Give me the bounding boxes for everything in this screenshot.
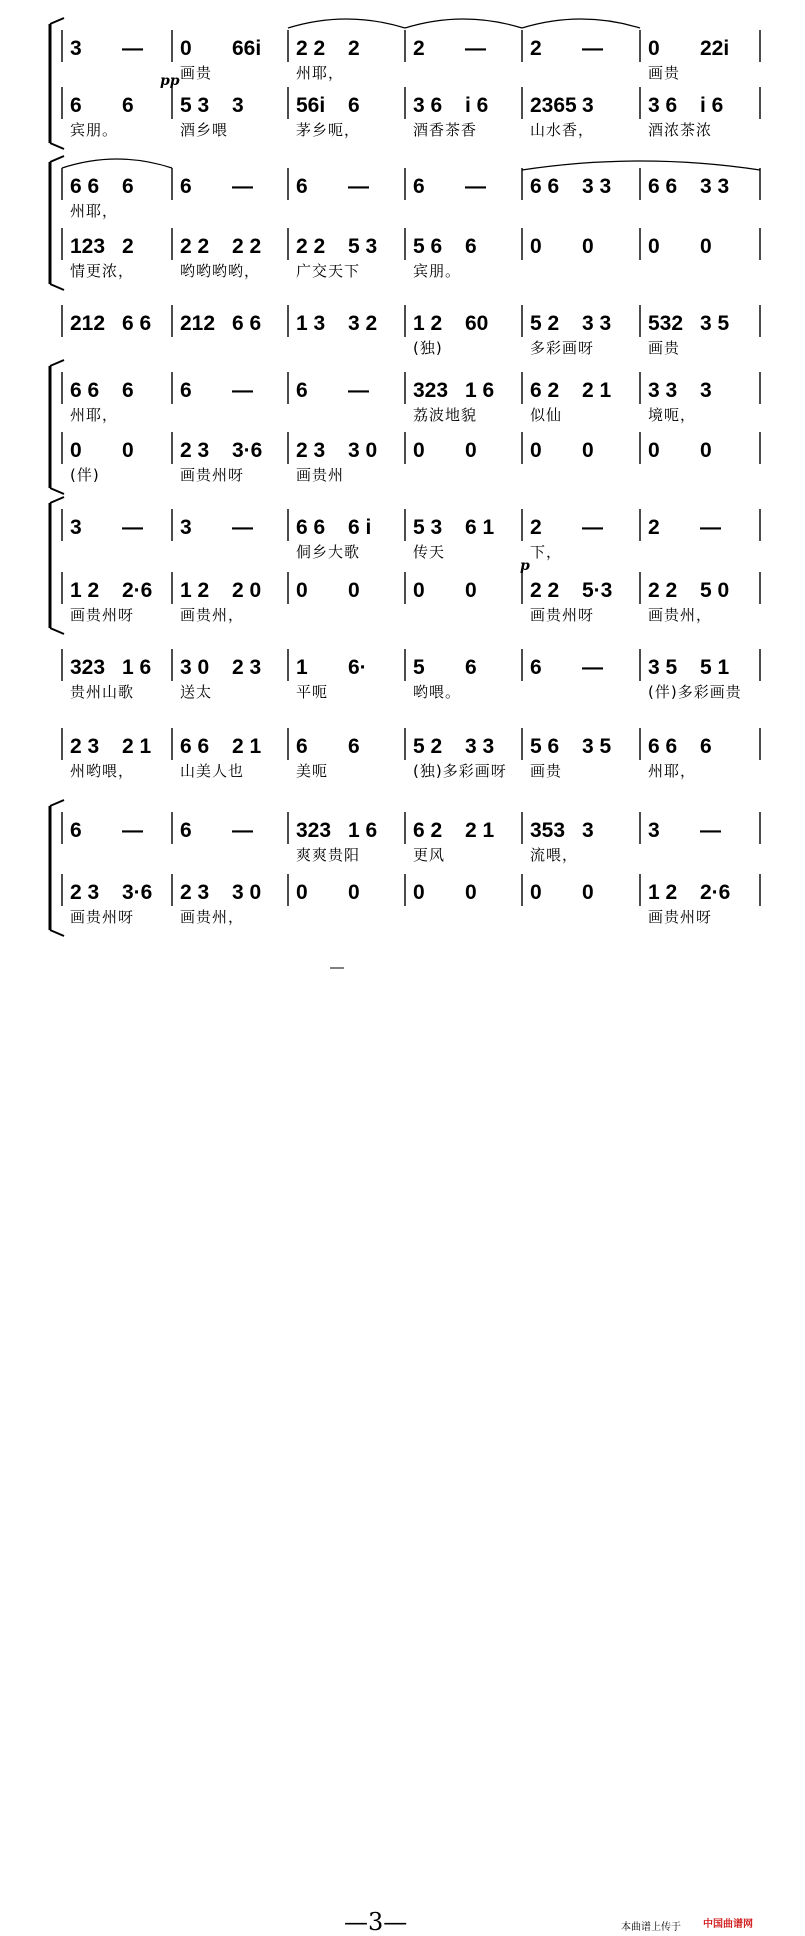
system-bracket bbox=[50, 360, 64, 366]
note-group: 0 bbox=[530, 439, 542, 462]
note-group: 3 0 bbox=[232, 881, 262, 904]
lyric: 送太 bbox=[180, 683, 213, 701]
dynamic-mark: p bbox=[520, 558, 530, 574]
note-group: 6 bbox=[296, 379, 308, 402]
note-group: 2 2 bbox=[180, 235, 210, 258]
note-group: — bbox=[348, 175, 369, 198]
note-group: 3·6 bbox=[232, 439, 263, 462]
note-group: 6 bbox=[122, 94, 134, 117]
note-group: 6 bbox=[700, 735, 712, 758]
note-group: 2 3 bbox=[70, 735, 100, 758]
note-group: 6 bbox=[465, 235, 477, 258]
note-group: 2·6 bbox=[700, 881, 731, 904]
note-group: 1 6 bbox=[348, 819, 378, 842]
note-group: 6 bbox=[465, 656, 477, 679]
note-group: 2 bbox=[648, 516, 660, 539]
note-group: 2 3 bbox=[180, 881, 210, 904]
page-number: —3— bbox=[344, 1908, 408, 1936]
note-group: 3 bbox=[582, 94, 594, 117]
note-group: i 6 bbox=[700, 94, 724, 117]
note-group: 0 bbox=[296, 579, 308, 602]
note-group: 0 bbox=[413, 579, 425, 602]
note-group: 1 2 bbox=[413, 312, 443, 335]
note-group: 2365 bbox=[530, 94, 577, 117]
lyric: 州耶， bbox=[296, 64, 345, 82]
lyric: (独)多彩画呀 bbox=[413, 762, 507, 780]
note-group: 6 1 bbox=[465, 516, 495, 539]
note-group: — bbox=[582, 656, 603, 679]
note-group: 123 bbox=[70, 235, 106, 258]
note-group: 22i bbox=[700, 37, 730, 60]
note-group: 2 bbox=[530, 516, 542, 539]
note-group: — bbox=[582, 516, 603, 539]
note-group: 2 3 bbox=[70, 881, 100, 904]
note-group: 0 bbox=[700, 439, 712, 462]
note-group: 0 bbox=[465, 439, 477, 462]
system-bracket bbox=[50, 18, 64, 24]
note-group: 3 5 bbox=[648, 656, 678, 679]
note-group: 0 bbox=[530, 235, 542, 258]
lyric: (伴)多彩画贵 bbox=[648, 683, 742, 701]
note-group: 532 bbox=[648, 312, 684, 335]
note-group: 2 bbox=[122, 235, 134, 258]
note-group: 3 bbox=[582, 819, 594, 842]
note-group: 6 bbox=[413, 175, 425, 198]
note-group: 5 2 bbox=[530, 312, 560, 335]
note-group: 1 2 bbox=[70, 579, 100, 602]
lyric: 更风 bbox=[413, 846, 446, 864]
lyric: 州哟喂， bbox=[70, 762, 135, 780]
note-group: 6 6 bbox=[296, 516, 326, 539]
lyric: 宾朋。 bbox=[70, 121, 119, 139]
note-group: — bbox=[122, 516, 143, 539]
lyric: 哟喂。 bbox=[413, 683, 462, 701]
note-group: 6 bbox=[122, 379, 134, 402]
note-group: 3 bbox=[180, 516, 192, 539]
page-footer bbox=[0, 952, 805, 1936]
note-group: 6 6 bbox=[180, 735, 210, 758]
slur bbox=[522, 19, 640, 28]
note-group: 0 bbox=[648, 235, 660, 258]
note-group: 3 0 bbox=[180, 656, 210, 679]
lyric: 画贵州 bbox=[296, 466, 345, 484]
note-group: 2 2 bbox=[530, 579, 560, 602]
note-group: 5 3 bbox=[180, 94, 210, 117]
lyric: 画贵州呀 bbox=[530, 606, 595, 624]
note-group: 2 3 bbox=[180, 439, 210, 462]
note-group: — bbox=[232, 516, 253, 539]
note-group: 6 bbox=[180, 175, 192, 198]
note-group: 2 2 bbox=[296, 37, 326, 60]
note-group: 1 3 bbox=[296, 312, 326, 335]
lyric: 宾朋。 bbox=[413, 262, 462, 280]
note-group: — bbox=[348, 379, 369, 402]
note-group: 0 bbox=[413, 881, 425, 904]
note-group: 323 bbox=[296, 819, 332, 842]
lyric: 画贵州， bbox=[180, 606, 245, 624]
note-group: 3 bbox=[700, 379, 712, 402]
lyric: 州耶， bbox=[70, 202, 119, 220]
note-group: 2 2 bbox=[296, 235, 326, 258]
note-group: 1 6 bbox=[465, 379, 495, 402]
note-group: 6 bbox=[180, 379, 192, 402]
lyric: 爽爽贵阳 bbox=[296, 846, 361, 864]
lyric: 画贵 bbox=[530, 762, 563, 780]
note-group: 6 6 bbox=[648, 175, 678, 198]
lyric: 山美人也 bbox=[180, 762, 245, 780]
system-bracket bbox=[50, 488, 64, 494]
note-group: 3 5 bbox=[582, 735, 612, 758]
note-group: 6 bbox=[70, 819, 82, 842]
note-group: 0 bbox=[530, 881, 542, 904]
system-bracket bbox=[50, 497, 64, 503]
lyric: 画贵 bbox=[180, 64, 213, 82]
note-group: 6 6 bbox=[70, 175, 100, 198]
lyric: 州耶， bbox=[648, 762, 697, 780]
note-group: 0 bbox=[582, 439, 594, 462]
note-group: 2 2 bbox=[648, 579, 678, 602]
note-group: 2 0 bbox=[232, 579, 262, 602]
note-group: 5·3 bbox=[582, 579, 613, 602]
note-group: 56i bbox=[296, 94, 326, 117]
note-group: — bbox=[700, 819, 721, 842]
note-group: 0 bbox=[122, 439, 134, 462]
note-group: 2 1 bbox=[122, 735, 152, 758]
note-group: 0 bbox=[465, 579, 477, 602]
note-group: 6 2 bbox=[413, 819, 443, 842]
note-group: 3 bbox=[70, 516, 82, 539]
note-group: 0 bbox=[348, 579, 360, 602]
note-group: 6 6 bbox=[122, 312, 152, 335]
lyric: 似仙 bbox=[530, 406, 563, 424]
lyric: 情更浓， bbox=[70, 262, 135, 280]
lyric: 画贵州呀 bbox=[70, 908, 135, 926]
note-group: 6 6 bbox=[530, 175, 560, 198]
note-group: 0 bbox=[348, 881, 360, 904]
note-group: 353 bbox=[530, 819, 566, 842]
slur bbox=[62, 159, 172, 168]
system-bracket bbox=[50, 143, 64, 149]
lyric: 画贵州呀 bbox=[70, 606, 135, 624]
note-group: 0 bbox=[296, 881, 308, 904]
note-group: 0 bbox=[700, 235, 712, 258]
note-group: 0 bbox=[70, 439, 82, 462]
note-group: 6 6 bbox=[232, 312, 262, 335]
note-group: 3 bbox=[70, 37, 82, 60]
note-group: 2 1 bbox=[582, 379, 612, 402]
note-group: i 6 bbox=[465, 94, 489, 117]
note-group: — bbox=[582, 37, 603, 60]
slur bbox=[288, 19, 405, 28]
note-group: 6· bbox=[348, 656, 367, 679]
lyric: 州耶， bbox=[70, 406, 119, 424]
note-group: 5 1 bbox=[700, 656, 730, 679]
system-bracket bbox=[50, 800, 64, 806]
note-group: 2 1 bbox=[465, 819, 495, 842]
note-group: 3 bbox=[648, 819, 660, 842]
note-group: 2 bbox=[530, 37, 542, 60]
lyric: 流喂， bbox=[530, 846, 579, 864]
note-group: 0 bbox=[582, 881, 594, 904]
dynamic-mark: pp bbox=[160, 73, 180, 89]
note-group: — bbox=[700, 516, 721, 539]
lyric: 酒乡喂 bbox=[180, 121, 229, 139]
lyric: 境呃， bbox=[648, 406, 697, 424]
note-group: 3 3 bbox=[582, 175, 612, 198]
note-group: 6 bbox=[530, 656, 542, 679]
note-group: 5 3 bbox=[348, 235, 378, 258]
slur bbox=[405, 19, 522, 28]
note-group: — bbox=[232, 379, 253, 402]
note-group: 3 3 bbox=[700, 175, 730, 198]
note-group: 66i bbox=[232, 37, 262, 60]
note-group: 0 bbox=[648, 439, 660, 462]
note-group: — bbox=[465, 37, 486, 60]
lyric: 画贵州呀 bbox=[648, 908, 713, 926]
note-group: 6 bbox=[122, 175, 134, 198]
note-group: 2 2 bbox=[232, 235, 262, 258]
note-group: 212 bbox=[70, 312, 106, 335]
lyric: 茅乡呃， bbox=[296, 121, 361, 139]
note-group: 60 bbox=[465, 312, 489, 335]
note-group: 6 bbox=[296, 175, 308, 198]
note-group: 5 3 bbox=[413, 516, 443, 539]
lyric: 荔波地貌 bbox=[413, 406, 478, 424]
note-group: 0 bbox=[465, 881, 477, 904]
lyric: 画贵州呀 bbox=[180, 466, 245, 484]
lyric: 酒浓茶浓 bbox=[648, 121, 713, 139]
lyric: 画贵州， bbox=[180, 908, 245, 926]
note-group: 6 bbox=[348, 735, 360, 758]
note-group: 0 bbox=[648, 37, 660, 60]
note-group: 6 bbox=[296, 735, 308, 758]
lyric: 多彩画呀 bbox=[530, 339, 595, 357]
note-group: — bbox=[465, 175, 486, 198]
lyric: 贵州山歌 bbox=[70, 683, 135, 701]
lyric: 哟哟哟哟， bbox=[180, 262, 261, 280]
note-group: 3 5 bbox=[700, 312, 730, 335]
lyric: 下， bbox=[530, 543, 563, 561]
note-group: 323 bbox=[413, 379, 449, 402]
lyric: 广交天下 bbox=[296, 262, 361, 280]
lyric: 传天 bbox=[413, 543, 446, 561]
note-group: 1 2 bbox=[648, 881, 678, 904]
lyric: 画贵州， bbox=[648, 606, 713, 624]
note-group: 3 6 bbox=[413, 94, 443, 117]
note-group: 5 0 bbox=[700, 579, 730, 602]
note-group: 3 6 bbox=[648, 94, 678, 117]
note-group: 6 2 bbox=[530, 379, 560, 402]
note-group: 6 bbox=[180, 819, 192, 842]
lyric: (独) bbox=[413, 339, 443, 357]
system-bracket bbox=[50, 156, 64, 162]
note-group: 3 3 bbox=[648, 379, 678, 402]
site-logo: 中国曲谱网 bbox=[703, 1919, 753, 1930]
system-bracket bbox=[50, 628, 64, 634]
note-group: 323 bbox=[70, 656, 106, 679]
note-group: — bbox=[232, 175, 253, 198]
note-group: 5 6 bbox=[413, 235, 443, 258]
system-bracket bbox=[50, 284, 64, 290]
note-group: 2 1 bbox=[232, 735, 262, 758]
note-group: — bbox=[122, 37, 143, 60]
note-group: 1 2 bbox=[180, 579, 210, 602]
note-group: 5 6 bbox=[530, 735, 560, 758]
lyric: 平呃 bbox=[296, 683, 329, 701]
lyric: 山水香， bbox=[530, 121, 595, 139]
note-group: 6 bbox=[348, 94, 360, 117]
note-group: 3 bbox=[232, 94, 244, 117]
lyric: (伴) bbox=[70, 466, 100, 484]
note-group: 1 bbox=[296, 656, 308, 679]
note-group: 6 bbox=[70, 94, 82, 117]
note-group: — bbox=[232, 819, 253, 842]
note-group: 6 6 bbox=[648, 735, 678, 758]
note-group: 2·6 bbox=[122, 579, 153, 602]
note-group: 2 bbox=[413, 37, 425, 60]
system-bracket bbox=[50, 930, 64, 936]
note-group: 5 bbox=[413, 656, 425, 679]
note-group: — bbox=[122, 819, 143, 842]
lyric: 侗乡大歌 bbox=[296, 543, 361, 561]
lyric: 美呃 bbox=[296, 762, 329, 780]
note-group: 0 bbox=[413, 439, 425, 462]
note-group: 2 bbox=[348, 37, 360, 60]
note-group: 0 bbox=[180, 37, 192, 60]
note-group: 5 2 bbox=[413, 735, 443, 758]
note-group: 2 3 bbox=[296, 439, 326, 462]
note-group: 212 bbox=[180, 312, 216, 335]
note-group: 6 6 bbox=[70, 379, 100, 402]
note-group: 3·6 bbox=[122, 881, 153, 904]
lyric: 画贵 bbox=[648, 64, 681, 82]
note-group: 3 3 bbox=[465, 735, 495, 758]
note-group: 3 3 bbox=[582, 312, 612, 335]
note-group: 3 2 bbox=[348, 312, 378, 335]
note-group: 3 0 bbox=[348, 439, 378, 462]
note-group: 2 3 bbox=[232, 656, 262, 679]
slur bbox=[522, 161, 760, 170]
upload-credit: 本曲谱上传于 bbox=[621, 1922, 681, 1933]
lyric: 画贵 bbox=[648, 339, 681, 357]
note-group: 1 6 bbox=[122, 656, 152, 679]
note-group: 6 i bbox=[348, 516, 372, 539]
note-group: 0 bbox=[582, 235, 594, 258]
lyric: 酒香茶香 bbox=[413, 121, 478, 139]
